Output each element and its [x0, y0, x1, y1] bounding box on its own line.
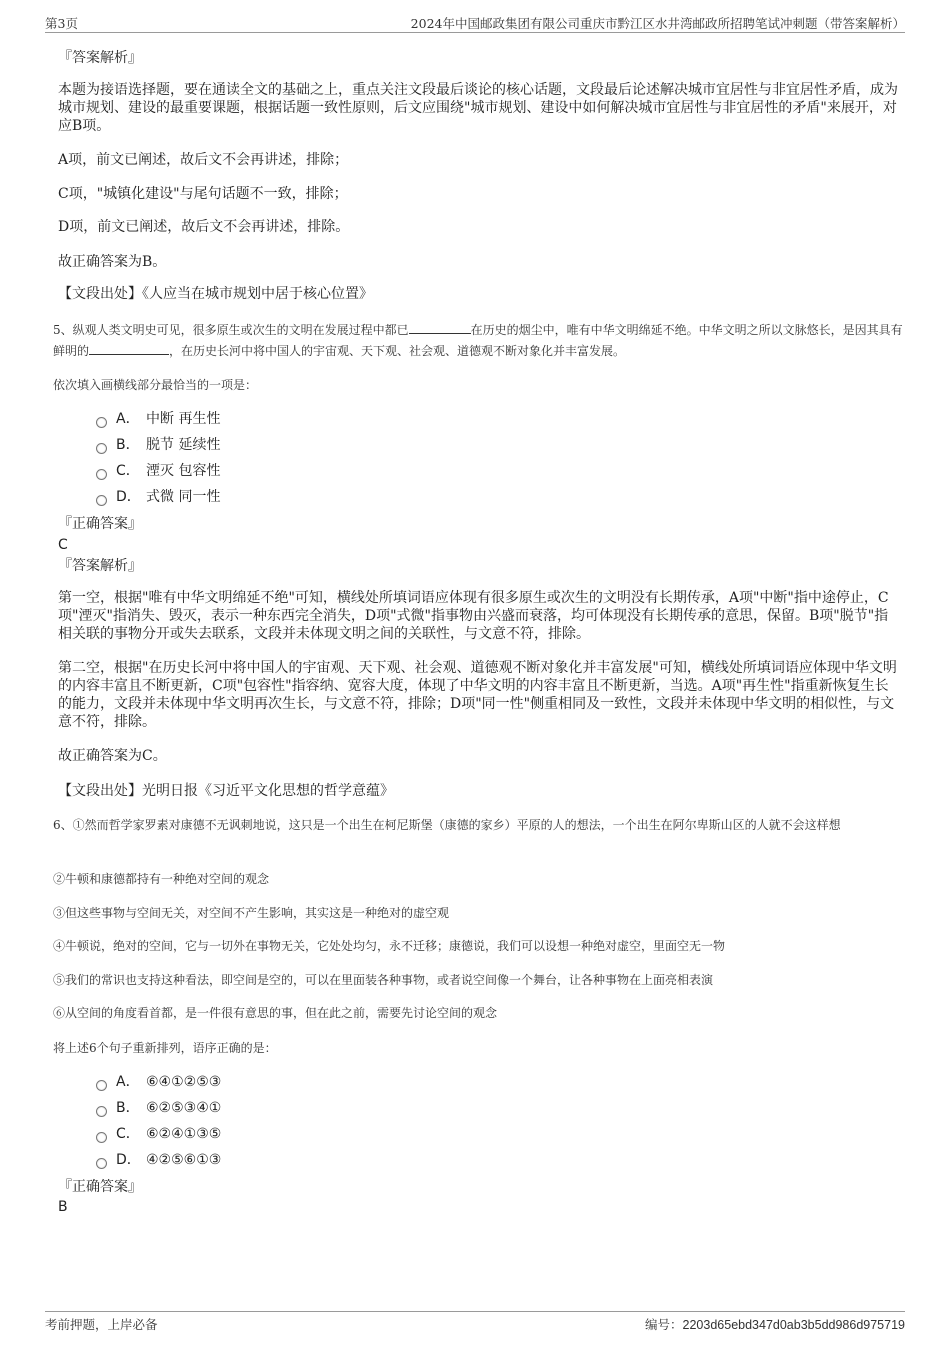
radio-icon[interactable]: [96, 495, 107, 506]
q4-analysis-para: D项，前文已阐述，故后文不会再讲述，排除。: [58, 219, 350, 235]
radio-icon[interactable]: [96, 1158, 107, 1169]
q5-correct-answer: C: [58, 537, 68, 553]
footer-slogan: 考前押题，上岸必备: [45, 1317, 158, 1332]
q6-prompt: 将上述6个句子重新排列，语序正确的是：: [53, 1041, 277, 1055]
q6-sentence: ⑥从空间的角度看首都，是一件很有意思的事，但在此之前，需要先讨论空间的观念: [53, 1006, 498, 1020]
q6-sentence: ②牛顿和康德都持有一种绝对空间的观念: [53, 872, 270, 886]
radio-icon[interactable]: [96, 417, 107, 428]
radio-icon[interactable]: [96, 1106, 107, 1117]
q5-analysis-label: 『答案解析』: [58, 558, 142, 574]
q4-analysis-label: 『答案解析』: [58, 50, 142, 66]
q6-sentence: 6、①然而哲学家罗素对康德不无讽刺地说，这只是一个出生在柯尼斯堡（康德的家乡）平原的人的想法，一个出生在阿尔卑斯山区的人就不会这样想: [53, 818, 841, 832]
q5-option-a[interactable]: A． 中断 再生性: [96, 410, 220, 428]
q5-correct-label: 『正确答案』: [58, 516, 142, 532]
document-title: 2024年中国邮政集团有限公司重庆市黔江区水井湾邮政所招聘笔试冲刺题（带答案解析）: [410, 16, 905, 31]
q5-analysis-para: 第二空，根据"在历史长河中将中国人的宇宙观、天下观、社会观、道德观不断对象化并丰富发展"可知，横线处所填词语应体现中华文明的内容丰富且不断更新，C项"包容性"指容纳、宽容大度，体现了中华文明的内容丰富且不断更新，当选。A项"再生性"指重新恢复生长的能力，文段并未体现中华文明再次生长，与文意不符，排除；D项"同一性"侧重相同及一致性，文段并未体现中华文明的相似性，与文意不符，排除。: [58, 660, 897, 730]
q6-option-c[interactable]: C． ⑥②④①③⑤: [96, 1125, 221, 1143]
q5-source: 【文段出处】光明日报《习近平文化思想的哲学意蕴》: [58, 783, 394, 799]
q5-option-b[interactable]: B． 脱节 延续性: [96, 436, 220, 454]
radio-icon[interactable]: [96, 469, 107, 480]
q6-sentence: ③但这些事物与空间无关，对空间不产生影响，其实这是一种绝对的虚空观: [53, 906, 450, 920]
q4-analysis-para: 本题为接语选择题，要在通读全文的基础之上，重点关注文段最后谈论的核心话题，文段最后论述解决城市宜居性与非宜居性矛盾，成为城市规划、建设的最重要课题，根据话题一致性原则，后文应围绕"城市规划、建设中如何解决城市宜居性与非宜居性的矛盾"来展开，对应B项。: [58, 82, 898, 134]
radio-icon[interactable]: [96, 443, 107, 454]
page-header: [45, 14, 905, 33]
q6-correct-label: 『正确答案』: [58, 1179, 142, 1195]
document-code: 编号：2203d65ebd347d0ab3b5dd986d975719: [645, 1317, 905, 1332]
q5-conclusion: 故正确答案为C。: [58, 748, 167, 764]
q4-source: 【文段出处】《人应当在城市规划中居于核心位置》: [58, 286, 373, 302]
radio-icon[interactable]: [96, 1080, 107, 1091]
q6-option-a[interactable]: A． ⑥④①②⑤③: [96, 1073, 221, 1091]
q5-option-d[interactable]: D． 式微 同一性: [96, 488, 220, 506]
q6-sentence: ④牛顿说，绝对的空间，它与一切外在事物无关，它处处均匀，永不迁移；康德说，我们可以设想一种绝对虚空，里面空无一物: [53, 939, 726, 953]
page-number: 第3页: [45, 16, 78, 31]
q4-analysis-para: A项，前文已阐述，故后文不会再讲述，排除；: [58, 152, 349, 168]
q6-option-b[interactable]: B． ⑥②⑤③④①: [96, 1099, 221, 1117]
answer-blank: [409, 321, 471, 334]
q6-sentence: ⑤我们的常识也支持这种看法，即空间是空的，可以在里面装各种事物，或者说空间像一个舞台，让各种事物在上面亮相表演: [53, 973, 714, 987]
page-footer: [45, 1311, 905, 1333]
q5-stem: 5、纵观人类文明史可见，很多原生或次生的文明在发展过程中都已 在历史的烟尘中，唯有中华文明绵延不绝。中华文明之所以文脉悠长，是因其具有鲜明的 ，在历史长河中将中国人的宇宙观、天下观、社会观、道德观不断对象化并丰富发展。: [53, 323, 903, 358]
radio-icon[interactable]: [96, 1132, 107, 1143]
q4-analysis-para: C项，"城镇化建设"与尾句话题不一致，排除；: [58, 186, 348, 202]
q6-option-d[interactable]: D． ④②⑤⑥①③: [96, 1151, 221, 1169]
q5-option-c[interactable]: C． 湮灭 包容性: [96, 462, 220, 480]
answer-blank: [89, 342, 169, 355]
q5-prompt: 依次填入画横线部分最恰当的一项是：: [53, 378, 258, 392]
q6-correct-answer: B: [58, 1199, 68, 1215]
q4-conclusion: 故正确答案为B。: [58, 254, 167, 270]
q5-analysis-para: 第一空，根据"唯有中华文明绵延不绝"可知，横线处所填词语应体现有很多原生或次生的文明没有长期传承，A项"中断"指中途停止，C项"湮灭"指消失、毁灭，表示一种东西完全消失，D项"式微"指事物由兴盛而衰落，均可体现没有长期传承的意思，保留。B项"脱节"指相关联的事物分开或失去联系，文段并未体现文明之间的关联性，与文意不符，排除。: [58, 590, 889, 642]
